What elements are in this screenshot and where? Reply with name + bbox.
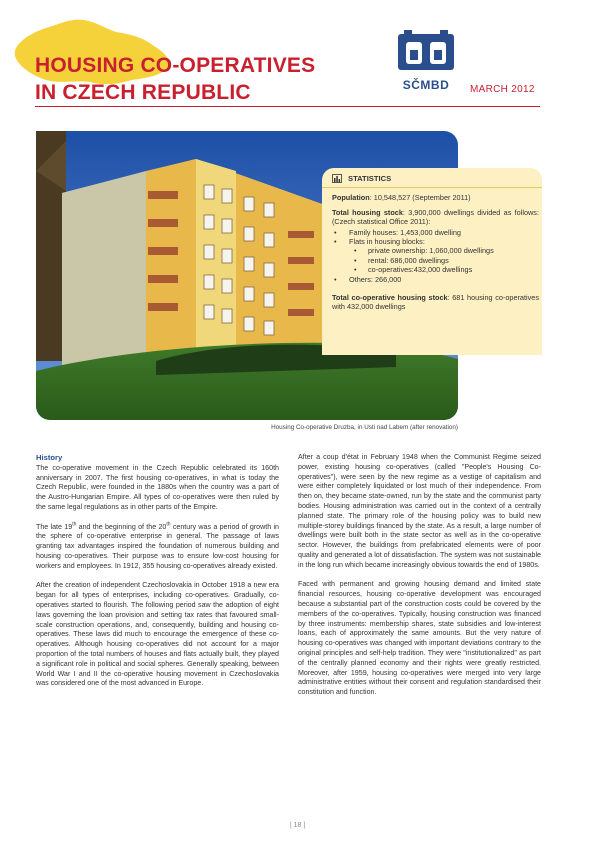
statistics-header [332, 174, 539, 183]
list-item: • co-operatives:432,000 dwellings [332, 265, 539, 274]
housing-stock-label: Total housing stock [332, 207, 403, 217]
issue-date: MARCH 2012 [470, 84, 535, 95]
title-line-1: HOUSING CO-OPERATIVES [35, 54, 316, 77]
cooperative-stock-value: : 681 housing co-operatives with 432,000 dwellings [332, 293, 539, 312]
title-divider [35, 106, 540, 107]
paragraph: The co-operative movement in the Czech Republic celebrated its 160th anniversary in 2007. The first housing co-operatives, in what is today the Czech Republic, were founded in the 1880s when the country was a part of the Austro-Hungarian Empire. All types of co-operatives were then ruled by the same legal regulations as in other parts of the Empire. [36, 463, 279, 511]
list-item: • Others: 266,000 [332, 275, 539, 284]
superscript: th [72, 521, 77, 528]
paragraph-text: and the beginning of the 20 [76, 522, 167, 531]
list-item: • rental: 686,000 dwellings [332, 256, 539, 265]
photo-caption: Housing Co-operative Druzba, in Usti nad Labem (after renovation) [271, 424, 458, 431]
list-item: • Family houses: 1,453,000 dwelling [332, 228, 539, 237]
list-item: • Flats in housing blocks: [332, 237, 539, 246]
page-number: | 18 | [289, 822, 306, 829]
population-line [332, 193, 539, 202]
statistics-heading: STATISTICS [348, 174, 392, 183]
population-value: : 10,548,527 (September 2011) [369, 193, 471, 203]
page-title [35, 52, 315, 106]
statistics-divider [322, 187, 542, 188]
title-line-2: IN CZECH REPUBLIC [35, 81, 251, 104]
cooperative-stock-label: Total co-operative housing stock [332, 293, 448, 303]
list-item: • private ownership: 1,060,000 dwellings [332, 246, 539, 255]
statistics-box [322, 168, 542, 355]
cooperative-stock-line [332, 293, 539, 312]
paragraph-text: century was a period of growth in the sphere of co-operative enterprise in general. The passage of laws granting tax advantages inspired the foundation of numerous building and housing co-operatives. Their purpose was to ensure low-cost housing for workers and employees. In 1912, 355 housing co-operatives already existed. [36, 522, 279, 570]
housing-stock-list [332, 228, 539, 284]
superscript: th [166, 521, 171, 528]
article-column-right [298, 453, 541, 708]
population-label: Population [332, 193, 370, 203]
scmbd-logo-icon [396, 28, 456, 72]
history-heading: History [36, 453, 63, 462]
logo-wordmark: SČMBD [402, 78, 450, 92]
paragraph [36, 523, 279, 572]
article-column-left [36, 453, 279, 699]
bar-chart-icon [332, 174, 342, 183]
housing-stock-line [332, 208, 539, 227]
housing-stock-value: : 3,900,000 dwellings divided as follows: (Czech statistical Office 2011): [332, 207, 539, 227]
paragraph: After a coup d'état in February 1948 when the Communist Regime seized power, existing housing co-operatives (called "People's Housing Co-operatives"), were seen by the new regime as a vestige of capitalism and were either completely liquidated or lost much of their independence. From then on, they became state-owned, run by the state and the communist party bodies. Housing administration was carried out in the context of a centrally planned state. The primary role of the housing policy was to build new multiple-storey buildings financed by the state. As a result, a large number of dwellings were built both in the state sector as well as in the co-operative sector. However, the buildings from prefabricated elements were of poor quality and generated a lot of dissatisfaction. The system was not sustainable in the long run which became increasingly obvious towards the end of 1980s. [298, 453, 541, 569]
paragraph: After the creation of independent Czechoslovakia in October 1918 a new era began for all types of enterprises, including co-operatives. Gradually, co-operatives started to flourish. The following period saw the adoption of eight laws governing the loan provision and setting tax rates that favoured small-scale construction operations, and, consequently, building and housing co-operatives. These laws did much to encourage the emergence of these co-operatives. Although housing co-operatives did not account for a major proportion of the total numbers of houses and flats actually built, they played a significant role in political and social spheres. Generally speaking, between World War I and II the co-operative housing movement in Czechoslovakia was considered one of the most advanced in Europe. [36, 581, 279, 688]
paragraph: Faced with permanent and growing housing demand and limited state financial resources, housing co-operative development was encouraged because a substantial part of the construction costs could be covered by the members of the co-operatives. Typically, housing construction was financed by three instruments: membership shares, state subsidies and low-interest loans, each of approximately the same amounts. But the very nature of housing co-operatives was changed with important deviations contrary to the original principles and self-help tradition. They were "institutionalized" as part of the centrally planned economy and their rights were greatly restricted. Moreover, after 1959, housing co-operatives were merged into very large administrative entities without their consent and regulation standardised their constitution and function. [298, 580, 541, 697]
paragraph-text: The late 19 [36, 522, 73, 531]
